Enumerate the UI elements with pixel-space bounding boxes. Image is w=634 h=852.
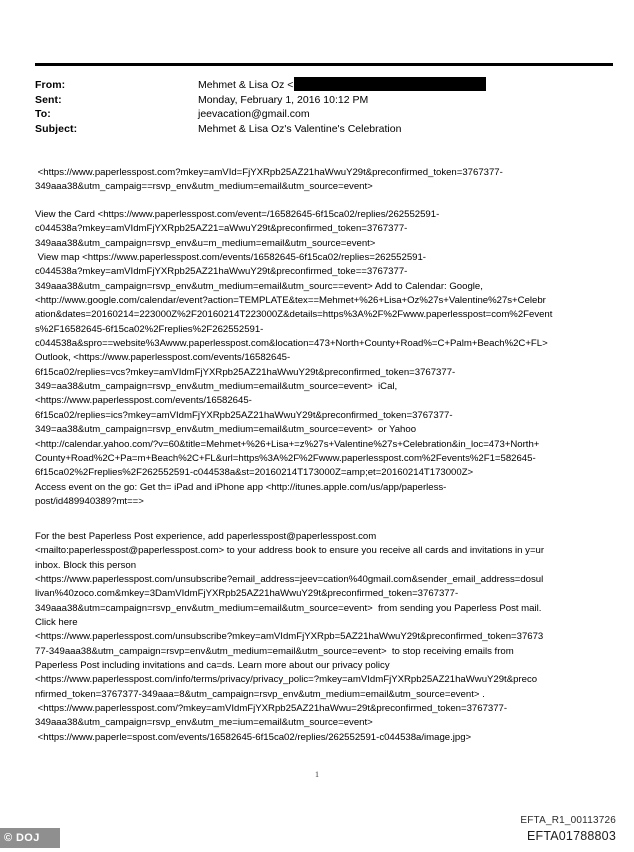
email-header-row-subject (35, 122, 613, 137)
body-text-line: c044538a?mkey=amVIdmFjYXRpb25AZ21haWwuY29t&preconfirmed_toke==3767377- (35, 266, 408, 278)
from-value-text: Mehmet & Lisa Oz < (198, 79, 294, 91)
email-header-row-from (35, 78, 613, 93)
subject-label: Subject: (35, 122, 78, 135)
from-value (198, 78, 613, 93)
body-text-line: s%2F16582645-6f15ca02%2Freplies%2F262552591- (35, 323, 264, 335)
to-value: jeevacation@gmail.com (198, 108, 310, 120)
email-header (35, 78, 613, 136)
body-text-line: post/id489940389?mt==> (35, 495, 144, 507)
body-text-line: <https://www.paperlesspost.com/unsubscribe?email_address=jeev=cation%40gmail.com&sender_email_address=dosul (35, 574, 544, 586)
body-text-line: nfirmed_token=3767377-349aaa=8&utm_campaign=rsvp_env&utm_medium=email&utm_source=event> . (35, 688, 485, 700)
body-text-line: <https://www.paperlesspost.com/unsubscribe?mkey=amVIdmFjYXRpb=5AZ21haWwuY29t&preconfirmed_token=37673 (35, 631, 544, 643)
bates-stamp-top: EFTA_R1_00113726 (520, 815, 616, 826)
body-text-line: <https://www.paperlesspost.com/?mkey=amVIdmFjYXRpb25AZ21haWwu=29t&preconfirmed_token=3767377- (35, 703, 508, 715)
sent-label: Sent: (35, 93, 62, 106)
body-text-line: <mailto:paperlesspost@paperlesspost.com> to your address book to ensure you receive all cards and invitations in y=ur (35, 545, 545, 557)
subject-value: Mehmet & Lisa Oz's Valentine's Celebration (198, 122, 402, 135)
body-text-line: View the Card <https://www.paperlesspost.com/event=/16582645-6f15ca02/replies/262552591- (35, 209, 440, 220)
body-text-line: View map <https://www.paperlesspost.com/events/16582645-6f15ca02/replies=262552591- (35, 252, 426, 264)
sent-value: Monday, February 1, 2016 10:12 PM (198, 93, 369, 106)
body-text-line: <https://www.paperle=spost.com/events/16582645-6f15ca02/replies/262552591-c044538a/image.jpg> (35, 731, 472, 743)
body-text-line: <http://calendar.yahoo.com/?v=60&title=Mehmet+%26+Lisa+=z%27s+Valentine%27s+Celebration&in_loc=473+North+ (35, 438, 540, 450)
email-body-block-1 (35, 166, 607, 195)
body-text-line: 349=aa38&utm_campaign=rsvp_env&utm_medium=email&utm_source=event> or Yahoo (35, 424, 417, 436)
body-text-line: inbox. Block this person (35, 559, 137, 571)
body-text-line: <https://www.paperlesspost.com?mkey=amVId=FjYXRpb25AZ21haWwuY29t&preconfirmed_token=3767377- (35, 167, 503, 178)
body-text-line: 77-349aaa38&utm_campaign=rsvp=env&utm_medium=email&utm_source=event> to stop receiving emails from (35, 645, 514, 657)
email-header-row-sent (35, 93, 613, 108)
body-text-line: 349aaa38&utm_campaign=rsvp_env&u=m_medium=email&utm_source=event> (35, 237, 376, 249)
header-divider-rule (35, 63, 613, 66)
body-text-line: Paperless Post including invitations and ca=ds. Learn more about our privacy policy (35, 660, 390, 672)
email-header-row-to (35, 107, 613, 122)
body-text-line: <http://www.google.com/calendar/event?action=TEMPLATE&tex==Mehmet+%26+Lisa+Oz%27s+Valentine%27s+Celebr (35, 295, 546, 307)
body-text-line: 349aaa38&utm_campaign=rsvp_env&utm_medium=email&utm_sourc==event> Add to Calendar: Google, (35, 280, 483, 292)
body-text-line: 6f15ca02%2Freplies%2F262552591-c044538a&st=20160214T173000Z=amp;et=20160214T173000Z> (35, 467, 474, 479)
email-body-block-2 (35, 208, 607, 509)
redaction-bar (294, 77, 486, 91)
body-text-line: 349aaa38&utm_campaign=rsvp_env&utm_me=ium=email&utm_source=event> (35, 717, 373, 729)
body-text-line: 349aaa38&utm_campaig==rsvp_env&utm_medium=email&utm_source=event> (35, 181, 373, 193)
body-text-line: <https://www.paperlesspost.com/events/16582645- (35, 395, 252, 407)
body-text-line: For the best Paperless Post experience, add paperlesspost@paperlesspost.com (35, 531, 377, 542)
from-label: From: (35, 79, 66, 91)
body-text-line: 349=aa38&utm_campaign=rsvp_env&utm_medium=email&utm_source=event> iCal, (35, 381, 398, 393)
body-text-line: 6f15ca02/replies=ics?mkey=amVIdmFjYXRpb25AZ21haWwuY29t&preconfirmed_token=3767377- (35, 409, 453, 421)
body-text-line: 349aaa38&utm=campaign=rsvp_env&utm_medium=email&utm_source=event> from sending you Paperless Post mail. (35, 602, 542, 614)
body-text-line: Access event on the go: Get th= iPad and iPhone app <http://itunes.apple.com/us/app/paperless- (35, 481, 447, 493)
body-text-line: c044538a&spro==website%3Awww.paperlesspost.com&location=473+North+County+Road%=C+Palm+Beach%2C+FL> (35, 338, 548, 350)
body-text-line: Outlook, <https://www.paperlesspost.com/events/16582645- (35, 352, 291, 364)
body-text-line: ation&dates=20160214=223000Z%2F20160214T223000Z&details=https%3A%2F%2Fwww.paperlesspost=com%2Fevent (35, 309, 553, 321)
body-text-line: 6f15ca02/replies=vcs?mkey=amVIdmFjYXRpb25AZ21haWwuY29t&preconfirmed_token=3767377- (35, 366, 456, 378)
to-label: To: (35, 108, 51, 120)
body-text-line: Click here (35, 617, 78, 629)
body-text-line: <https://www.paperlesspost.com/info/terms/privacy/privacy_polic=?mkey=amVIdmFjYXRpb25AZ21haWwuY29t&preco (35, 674, 538, 686)
page-number: 1 (315, 770, 319, 779)
doj-watermark-badge: © DOJ (0, 828, 60, 848)
body-text-line: c044538a?mkey=amVIdmFjYXRpb25AZ21=aWwuY29t&preconfirmed_token=3767377- (35, 223, 408, 235)
bates-stamp-bottom: EFTA01788803 (526, 829, 616, 843)
body-text-line: livan%40zoco.com&mkey=3DamVIdmFjYXRpb25AZ21haWwuY29t&preconfirmed_token=3767377- (35, 588, 459, 600)
body-text-line: County+Road%2C+Pa=m+Beach%2C+FL&url=https%3A%2F%2Fwww.paperlesspost.com%2Fevents%2F1=582645- (35, 452, 536, 464)
email-body-block-3 (35, 530, 607, 745)
